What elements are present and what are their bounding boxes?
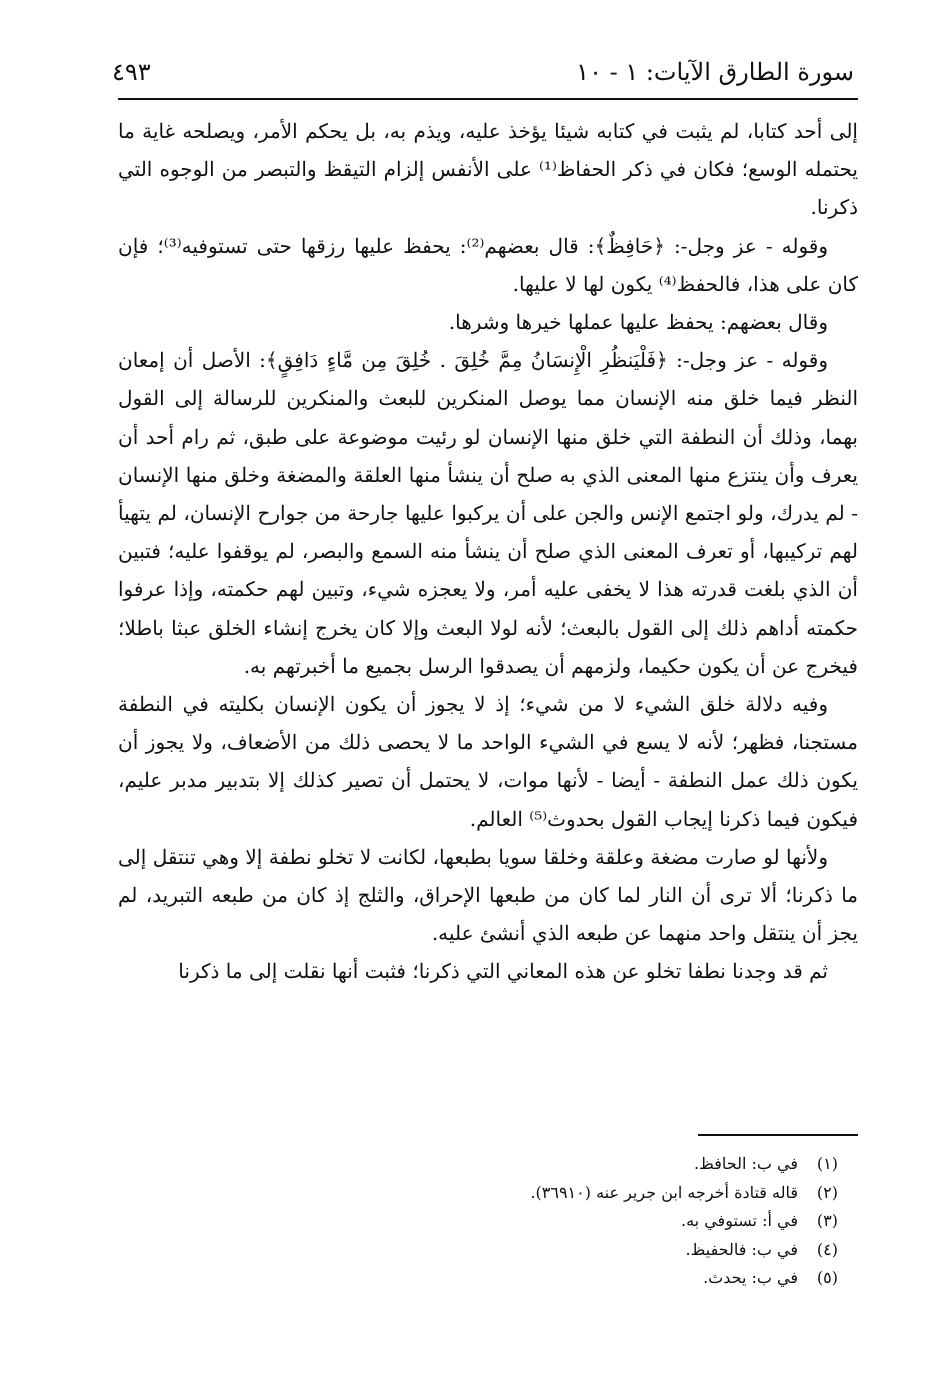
- footnote-text: في ب: الحافظ.: [693, 1154, 798, 1173]
- footnote-text: قاله قتادة أخرجه ابن جرير عنه (٣٦٩١٠).: [530, 1182, 798, 1202]
- footnote-number: (٤): [816, 1239, 838, 1259]
- paragraph: وقال بعضهم: يحفظ عليها عملها خيرها وشرها.: [448, 310, 828, 335]
- footnote: [118, 1264, 838, 1293]
- running-header: [112, 52, 854, 92]
- footnote-text: في ب: يحدث.: [703, 1268, 798, 1287]
- paragraph: وقوله - عز وجل-: ﴿حَافِظٌ﴾: قال بعضهم⁽²⁾: يحفظ عليها رزقها حتى تستوفيه⁽³⁾؛ فإن كان على هذا، فالحفظ⁽⁴⁾ يكون لها لا عليها.: [118, 233, 858, 296]
- footnotes-list: [118, 1150, 838, 1293]
- paragraph: وقوله - عز وجل-: ﴿فَلْيَنظُرِ الْإِنسَانُ مِمَّ خُلِقَ . خُلِقَ مِن مَّاءٍ دَافِقٍ﴾: الأصل أن إمعان النظر فيما خلق منه الإنسان مما يوصل المنكرين للبعث والمنكرين للرسالة إلى القول بهما، وذلك أن النطفة التي خلق منها الإنسان لو رئيت موضوعة على طبق، ثم رام أحد أن يعرف وأن ينتزع منها المعنى الذي به صلح أن ينشأ منها العلقة والمضغة وخلق منها الإنسان - لم يدرك، ولو اجتمع الإنس والجن على أن يركبوا عليها جارحة من جوارح الإنسان، لم يتهيأ لهم تركيبها، أو تعرف المعنى الذي صلح أن ينشأ منه السمع والبصر، لم يوقفوا عليه؛ فتبين أن الذي بلغت قدرته هذا لا يخفى عليه أمر، ولا يعجزه شيء، وتبين لهم حكمته، وإذا عرفوا حكمته أداهم ذلك إلى القول بالبعث؛ لأنه لولا البعث وإلا كان يخرج إنشاء الخلق عبثا باطلا؛ فيخرج عن أن يكون حكيما، ولزمهم أن يصدقوا الرسل بجميع ما أخبرتهم به.: [118, 348, 858, 678]
- footnote-number: (٥): [816, 1268, 838, 1287]
- footnote-text: في ب: فالحفيظ.: [685, 1239, 798, 1259]
- page-number: ٤٩٣: [112, 58, 151, 86]
- main-text: [118, 112, 858, 991]
- paragraph: إلى أحد كتابا، لم يثبت في كتابه شيئا يؤخذ عليه، ويذم به، بل يحكم الأمر، ويصلحه غاية ما يحتمله الوسع؛ فكان في ذكر الحفاظ⁽¹⁾ على الأنفس إلزام التيقظ والتبصر من الوجوه التي ذكرنا.: [118, 119, 858, 220]
- footnote-text: في أ: تستوفي به.: [681, 1211, 798, 1230]
- paragraph: وفيه دلالة خلق الشيء لا من شيء؛ إذ لا يجوز أن يكون الإنسان بكليته في النطفة مستجنا، فظهر؛ لأنه لا يسع في الشيء الواحد ما لا يحصى ذلك من الأضعاف، ولا يجوز أن يكون ذلك عمل النطفة - أيضا - لأنها موات، لا يحتمل أن تصير كذلك إلا بتدبير مدبر عليم، فيكون فيما ذكرنا إيجاب القول بحدوث⁽⁵⁾ العالم.: [118, 692, 858, 831]
- footnote: [118, 1236, 838, 1265]
- footnote-number: (١): [816, 1154, 838, 1173]
- footnote: [118, 1150, 838, 1179]
- paragraph: ولأنها لو صارت مضغة وعلقة وخلقا سويا بطبعها، لكانت لا تخلو نطفة إلا وهي تنتقل إلى ما ذكرنا؛ ألا ترى أن النار لما كان من طبعها الإحراق، والثلج إذ كان من طبعه التبريد، لم يجز أن ينتقل واحد منهما عن طبعه الذي أنشئ عليه.: [118, 844, 858, 946]
- footnote-number: (٣): [816, 1211, 838, 1230]
- chapter-title: سورة الطارق الآيات: ١ - ١٠: [576, 58, 854, 86]
- footnote: [118, 1179, 838, 1208]
- paragraph: ثم قد وجدنا نطفا تخلو عن هذه المعاني التي ذكرنا؛ فثبت أنها نقلت إلى ما ذكرنا: [178, 959, 828, 984]
- footnote-number: (٢): [816, 1182, 838, 1202]
- footnote-divider: [698, 1134, 858, 1136]
- header-divider: [118, 98, 858, 100]
- footnote: [118, 1207, 838, 1236]
